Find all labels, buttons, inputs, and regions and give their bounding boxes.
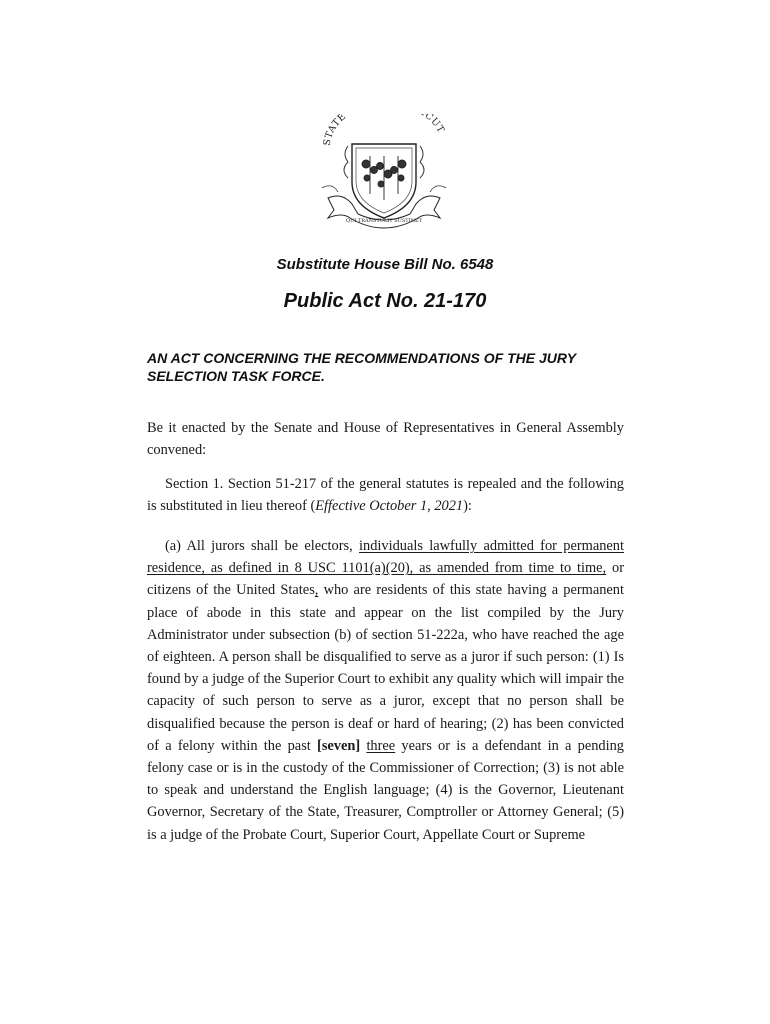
deleted-text-seven: [seven] [317,737,361,754]
subsection-a [147,535,624,846]
inserted-comma: , [314,582,319,599]
section-1-intro [147,473,624,517]
section-1-lead: Section 1. Section 51-217 of the general statutes is repealed and the following is substituted in lieu thereof ( [147,476,624,515]
section-1-tail: ): [463,498,472,515]
inserted-text-permanent-residence: individuals lawfully admitted for permanent residence, as defined in 8 USC 1101(a)(20), as amended from time to time, [147,538,624,577]
connecticut-state-seal-icon [318,114,450,244]
seal-text: STATE CUT [321,114,447,147]
para-a-text-3: who are residents of this state having a permanent place of abode in this state and appear on the list compiled by the Jury Administrator under subsection (b) of section 51-222a, who have reached the age of eighteen. A person shall be disqualified to serve as a juror if such person: (1) Is found by a judge of the Superior Court to exhibit any quality which will impair the capacity of such person to serve as a juror, except that no person shall be disqualified because the person is deaf or hard of hearing; (2) has been convicted of a felony within the past [147,582,624,754]
act-title: AN ACT CONCERNING THE RECOMMENDATIONS OF THE JURY SELECTION TASK FORCE. [147,350,576,384]
para-a-text-1: (a) All jurors shall be electors, [165,538,360,554]
svg-text:STATE OF CONNECTICUT [322,114,447,146]
enacting-clause: Be it enacted by the Senate and House of Representatives in General Assembly convened: [147,420,624,459]
seal-motto: QUI TRANSTULIT SUSTINET [346,218,422,224]
public-act-number: Public Act No. 21-170 [283,290,487,312]
bill-number: Substitute House Bill No. 6548 [276,256,494,273]
para-a-text-5: years or is a defendant in a pending felony case or is in the custody of the Commissioner of Correction; (3) is not able to speak and understand the English language; (4) is the Governor, Lieutenant Governor, Secretary of the State, Treasurer, Comptroller or Attorney General; (5) is a judge of the Probate Court, Superior Court, Appellate Court or Supreme [147,737,625,843]
inserted-text-three: three [366,737,396,754]
effective-date: Effective October 1, 2021 [315,498,464,515]
para-a-text-2: or citizens of the United States [147,560,624,599]
